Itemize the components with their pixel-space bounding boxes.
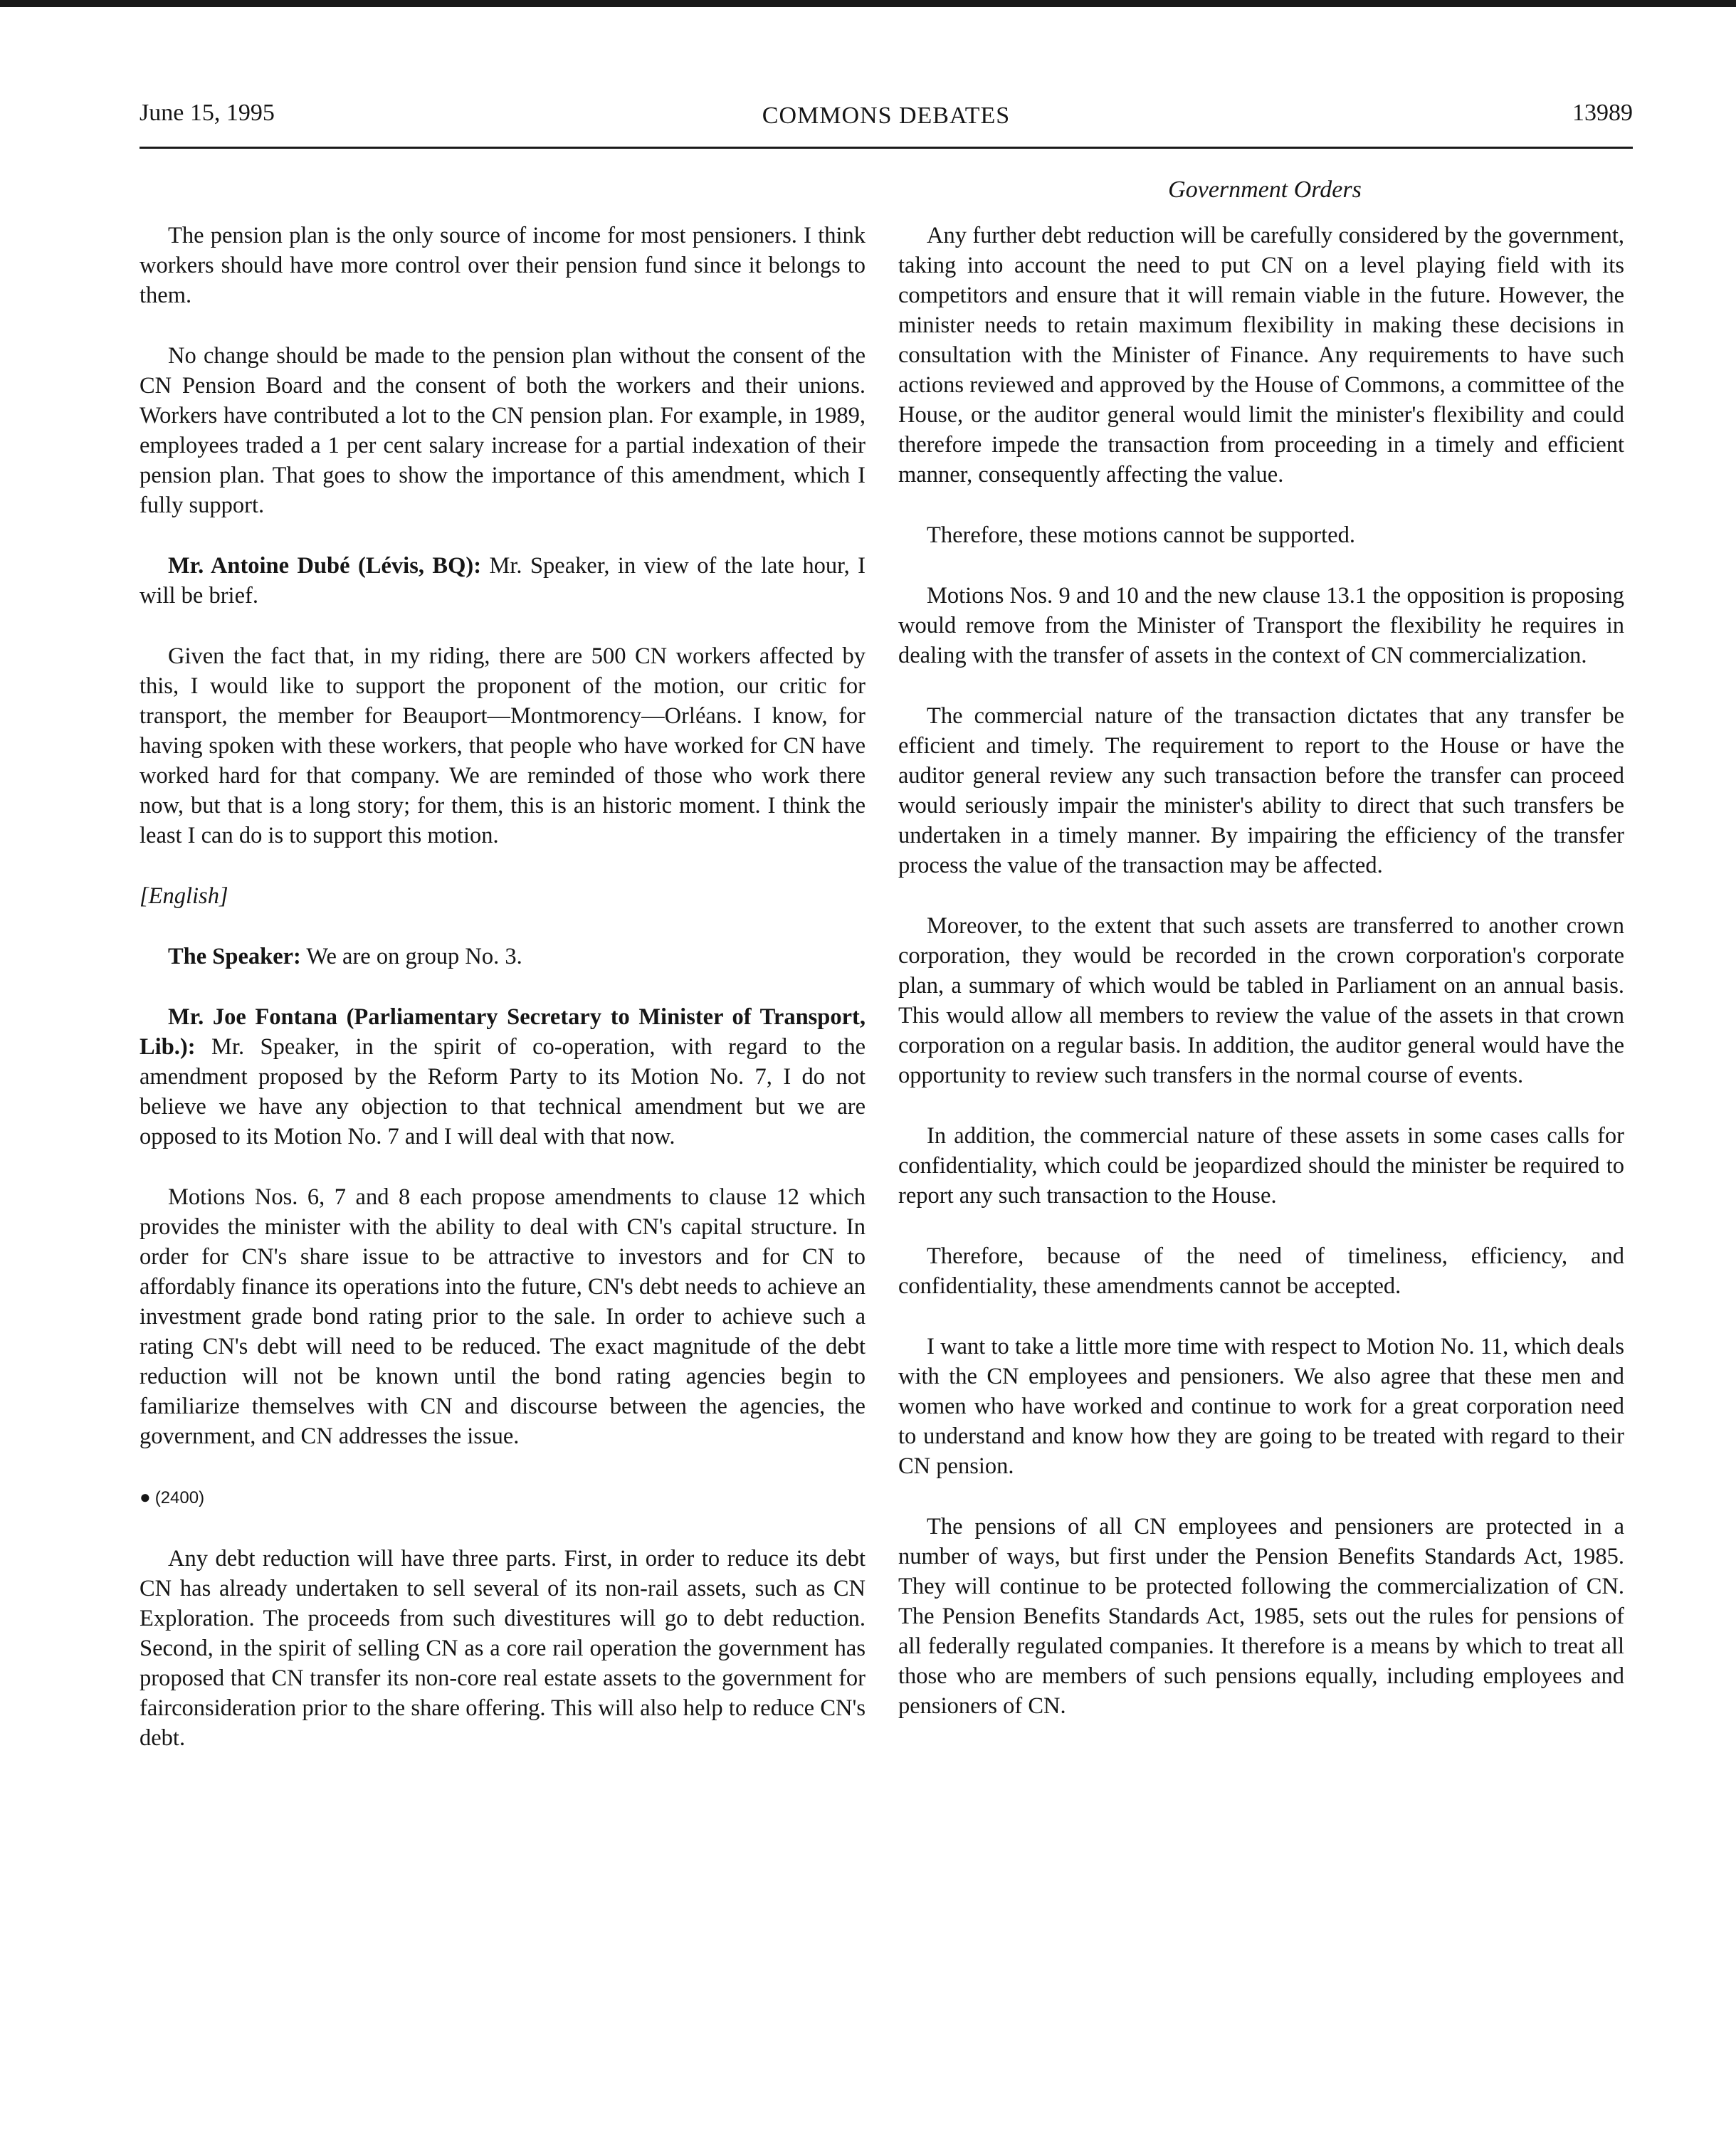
page-header bbox=[140, 100, 1633, 142]
speech-paragraph bbox=[140, 551, 866, 611]
header-page-number: 13989 bbox=[1572, 100, 1633, 126]
paragraph: The pensions of all CN employees and pensioners are protected in a number of ways, but first under the Pension Benefits Standards Act, 1985. They will continue to be protected following the commercialization of CN. The Pension Benefits Standards Act, 1985, sets out the rules for pensions of all federally regulated companies. It therefore is a means by which to treat all those who are members of such pensions equally, including employees and pensioners of CN. bbox=[898, 1514, 1624, 1719]
section-label: Government Orders bbox=[1168, 177, 1362, 203]
speech-paragraph bbox=[140, 1002, 866, 1152]
paragraph: No change should be made to the pension plan without the consent of the CN Pension Board and the consent of both the workers and their unions. Workers have contributed a lot to the CN pension plan. For example, in 1989, employees traded a 1 per cent salary increase for a partial indexation of their pension plan. That goes to show the importance of this amendment, which I fully support. bbox=[140, 343, 866, 518]
header-rule bbox=[140, 147, 1633, 149]
paragraph: Given the fact that, in my riding, there are 500 CN workers affected by this, I would like to support the proponent of the motion, our critic for transport, the member for Beauport—Montmorency—Orléans. I know, for having spoken with these workers, that people who have worked for CN have worked hard for that company. We are reminded of those who work there now, but that is a long story; for them, this is an historic moment. I think the least I can do is to support this motion. bbox=[140, 643, 866, 848]
bullet-icon: ● bbox=[140, 1486, 151, 1507]
speech-paragraph bbox=[140, 942, 866, 972]
left-column bbox=[140, 221, 866, 1784]
paragraph: I want to take a little more time with respect to Motion No. 11, which deals with the CN employees and pensioners. We also agree that these men and women who have worked and continue to work for a great corporation need to understand and know how they are going to be treated with regard to their CN pension. bbox=[898, 1334, 1624, 1479]
paragraph: In addition, the commercial nature of these assets in some cases calls for confidentiality, which could be jeopardized should the minister be required to report any such transaction to the House. bbox=[898, 1123, 1624, 1209]
timestamp bbox=[140, 1482, 866, 1513]
paragraph: Any further debt reduction will be carefully considered by the government, taking into account the need to put CN on a level playing field with its competitors and ensure that it will remain viable in the future. However, the minister needs to retain maximum flexibility in making these decisions in consultation with the Minister of Finance. Any requirements to have such actions reviewed and approved by the House of Commons, a committee of the House, or the auditor general would limit the minister's flexibility and could therefore impede the transaction from proceeding in a timely and efficient manner, consequently affecting the value. bbox=[898, 223, 1624, 488]
speaker-name: Mr. Antoine Dubé (Lévis, BQ): bbox=[168, 553, 482, 579]
paragraph: The pension plan is the only source of income for most pensioners. I think workers should have more control over their pension fund since it belongs to them. bbox=[140, 223, 866, 308]
paragraph: Moreover, to the extent that such assets are transferred to another crown corporation, they would be recorded in the crown corporation's corporate plan, a summary of which would be tabled in Parliament on an annual basis. This would allow all members to review the value of the assets in that crown corporation on a regular basis. In addition, the auditor general would have the opportunity to review such transfers in the normal course of events. bbox=[898, 913, 1624, 1088]
speech-text: Mr. Speaker, in the spirit of co-operation, with regard to the amendment proposed by the Reform Party to its Motion No. 7, I do not believe we have any objection to that technical amendment but we are opposed to its Motion No. 7 and I will deal with that now. bbox=[140, 1034, 866, 1149]
header-title: COMMONS DEBATES bbox=[762, 102, 1011, 129]
paragraph: Any debt reduction will have three parts. First, in order to reduce its debt CN has already undertaken to sell several of its non-rail assets, such as CN Exploration. The proceeds from such divestitures will go to debt reduction. Second, in the spirit of selling CN as a core rail operation the government has proposed that CN transfer its non-core real estate assets to the government for fairconsideration prior to the share offering. This will also help to reduce CN's debt. bbox=[140, 1546, 866, 1751]
speaker-name: Mr. Joe Fontana (Parliamentary Secretary to Minister of Transport, Lib.): bbox=[140, 1004, 866, 1060]
language-tag: [English] bbox=[140, 883, 228, 909]
speech-text: We are on group No. 3. bbox=[306, 944, 522, 969]
paragraph: Motions Nos. 6, 7 and 8 each propose amendments to clause 12 which provides the minister with the ability to deal with CN's capital structure. In order for CN's share issue to be attractive to investors and for CN to affordably finance its operations into the future, CN's debt needs to achieve an investment grade bond rating prior to the sale. In order to achieve such a rating CN's debt will need to be reduced. The exact magnitude of the debt reduction will not be known until the bond rating agencies begin to familiarize themselves with CN and discourse between the agencies, the government, and CN addresses the issue. bbox=[140, 1184, 866, 1449]
scan-top-edge bbox=[0, 0, 1736, 7]
speech-text: Mr. Speaker, in view of the late hour, I will be brief. bbox=[140, 553, 866, 609]
paragraph: Motions Nos. 9 and 10 and the new clause 13.1 the opposition is proposing would remove from the Minister of Transport the flexibility he requires in dealing with the transfer of assets in the context of CN commercialization. bbox=[898, 583, 1624, 668]
speaker-name: The Speaker: bbox=[168, 944, 301, 969]
paragraph: Therefore, these motions cannot be supported. bbox=[927, 522, 1355, 548]
paragraph: The commercial nature of the transaction dictates that any transfer be efficient and timely. The requirement to report to the House or have the auditor general review any such transaction before the transfer can proceed would seriously impair the minister's ability to direct that such transfers be undertaken in a timely manner. By impairing the efficiency of the transfer process the value of the transaction may be affected. bbox=[898, 703, 1624, 878]
right-column bbox=[898, 221, 1624, 1752]
timestamp-text: (2400) bbox=[154, 1488, 205, 1507]
header-date: June 15, 1995 bbox=[140, 100, 275, 126]
paragraph: Therefore, because of the need of timeliness, efficiency, and confidentiality, these amendments cannot be accepted. bbox=[898, 1243, 1624, 1299]
